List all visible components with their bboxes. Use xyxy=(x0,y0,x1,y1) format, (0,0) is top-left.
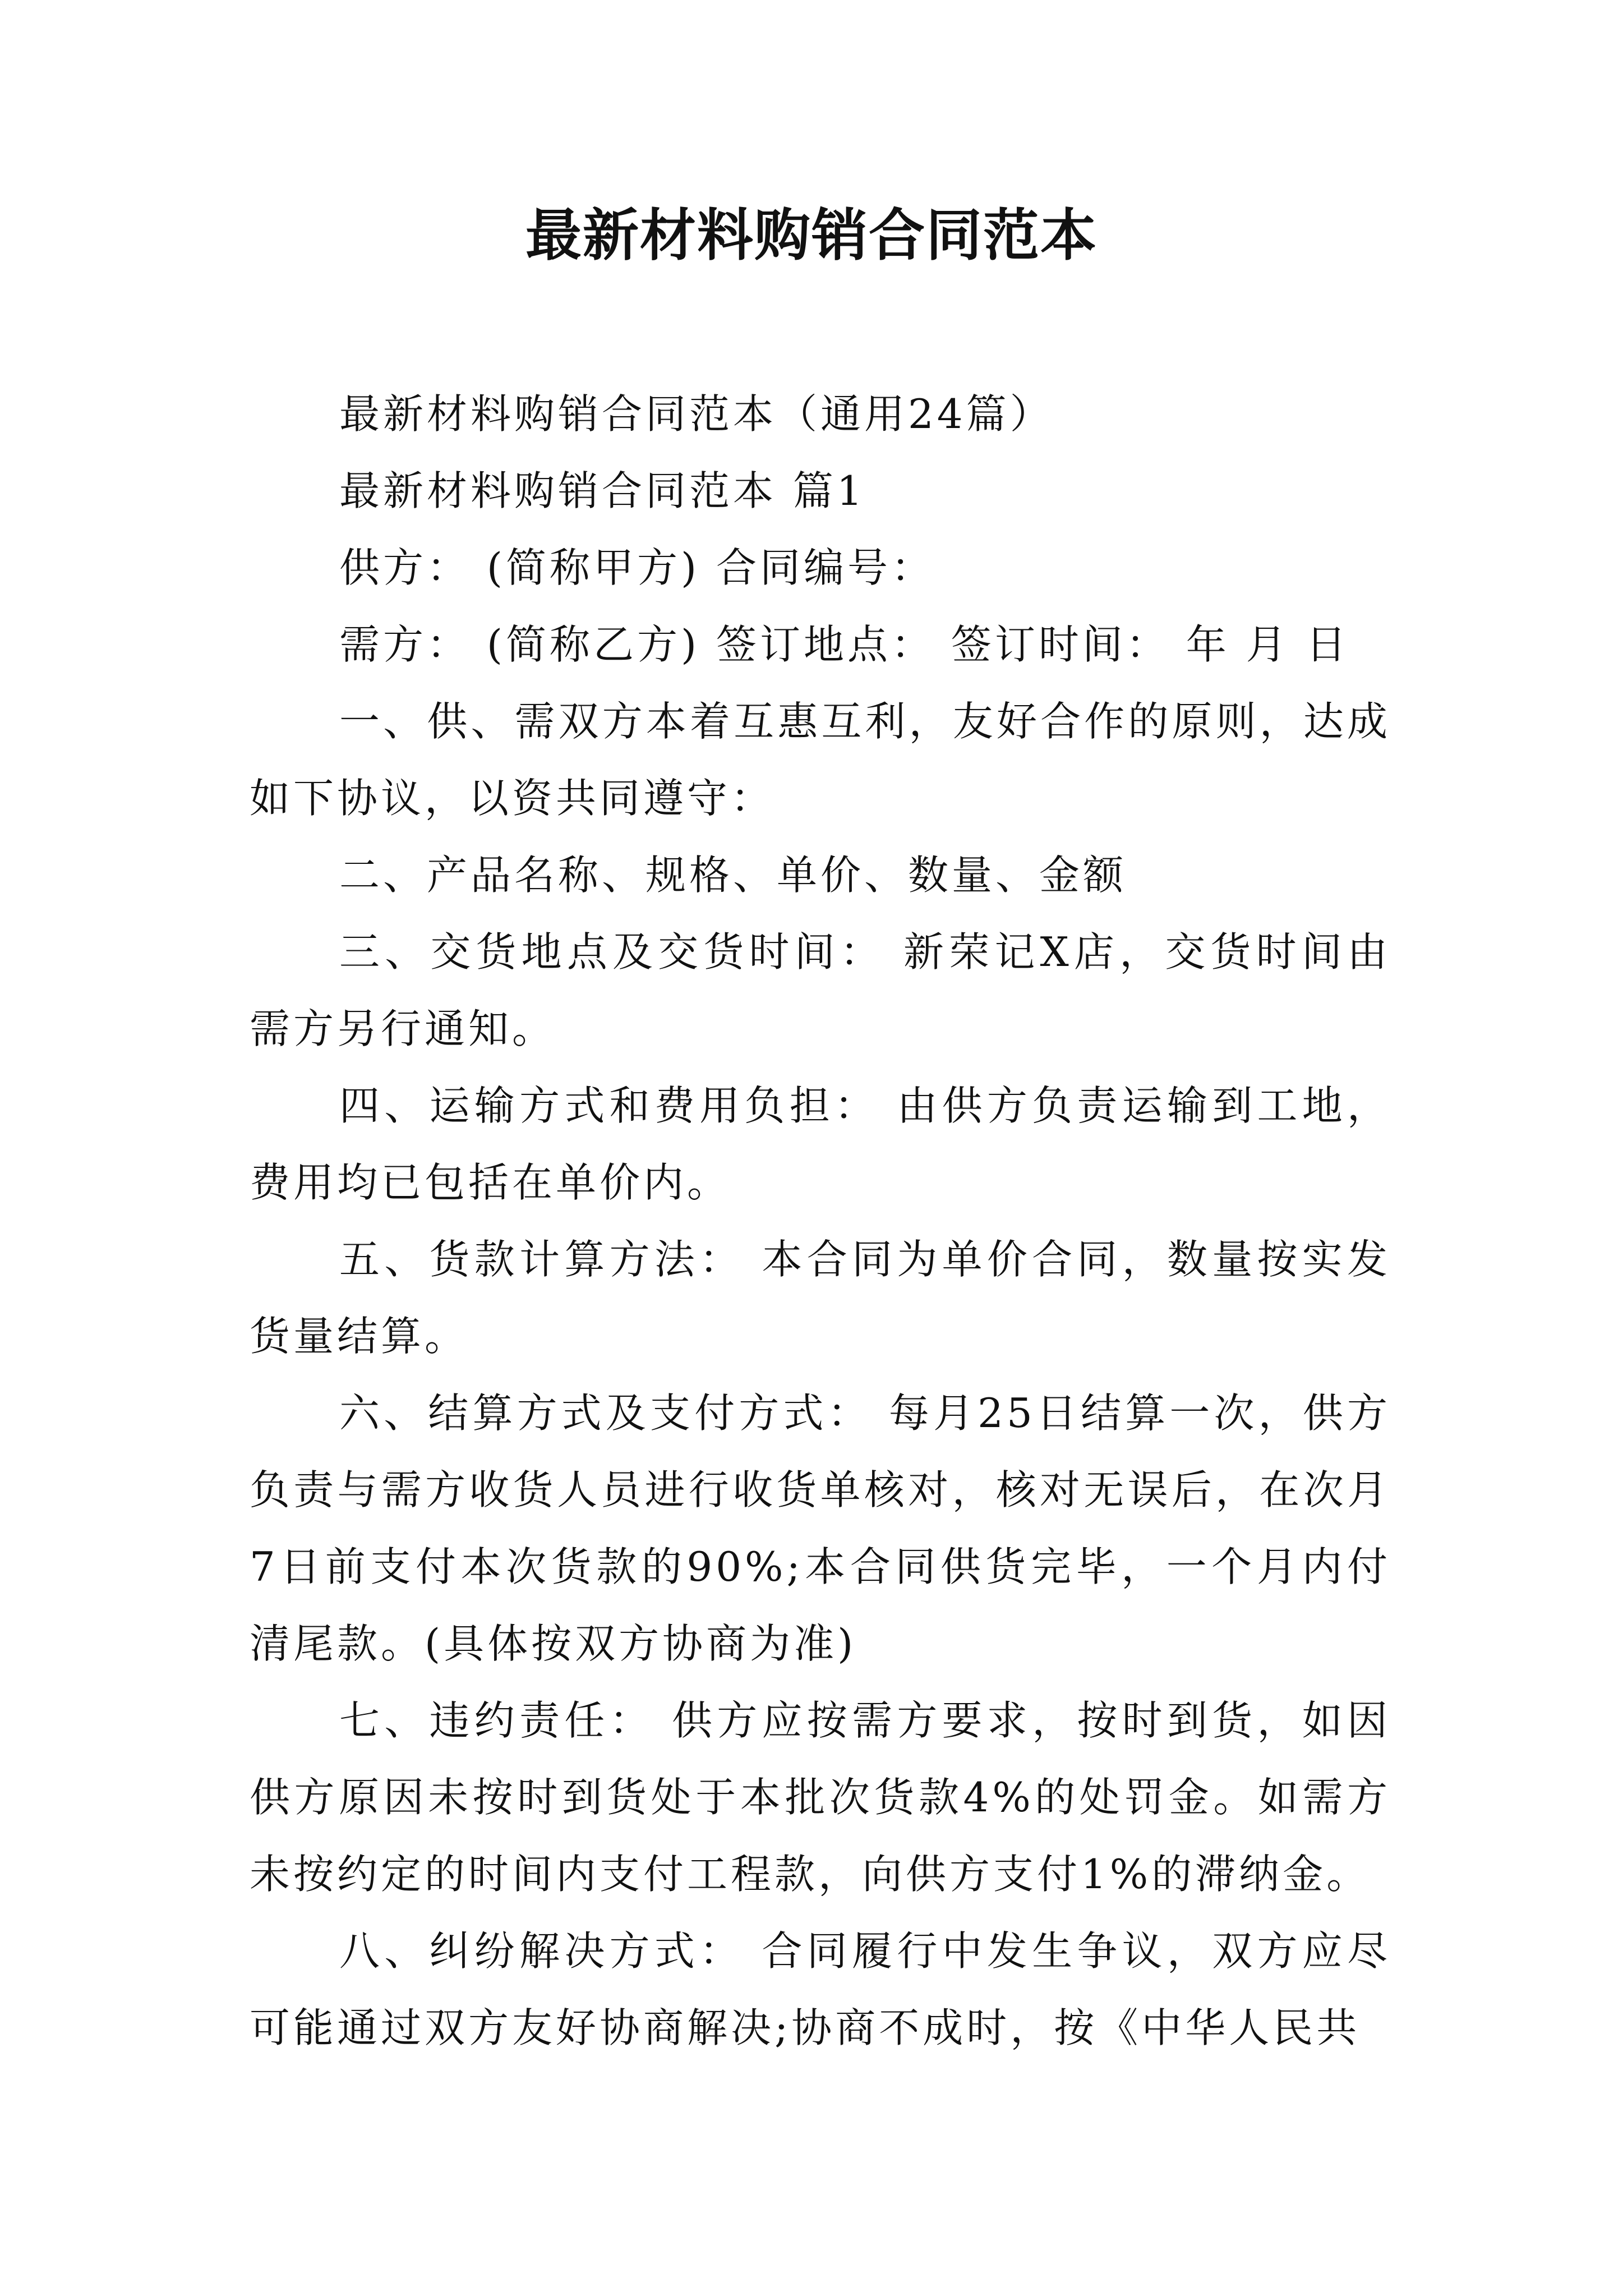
paragraph-clause-7: 七、违约责任： 供方应按需方要求，按时到货，如因供方原因未按时到货处于本批次货款4%的处罚金。如需方未按约定的时间内支付工程款，向供方支付1%的滞纳金。 xyxy=(250,1697,1391,1898)
paragraph-buyer: 需方： (简称乙方) 签订地点： 签订时间： 年 月 日 xyxy=(339,621,1350,668)
paragraph-supplier: 供方： (简称甲方) 合同编号： xyxy=(339,544,935,591)
paragraph-clause-1: 一、供、需双方本着互惠互利，友好合作的原则，达成如下协议，以资共同遵守： xyxy=(250,698,1391,822)
paragraph-clause-4: 四、运输方式和费用负担： 由供方负责运输到工地，费用均已包括在单价内。 xyxy=(250,1082,1391,1206)
paragraph-clause-2: 二、产品名称、规格、单价、数量、金额 xyxy=(339,852,1127,899)
paragraph-clause-8: 八、纠纷解决方式： 合同履行中发生争议，双方应尽可能通过双方友好协商解决;协商不成时，按《中华人民共 xyxy=(250,1927,1391,2051)
document-title: 最新材料购销合同范本 xyxy=(525,203,1098,268)
paragraph-clause-6: 六、结算方式及支付方式： 每月25日结算一次，供方负责与需方收货人员进行收货单核对，核对无误后，在次月7日前支付本次货款的90%;本合同供货完毕，一个月内付清尾款。(具体按双方协商为准) xyxy=(250,1389,1391,1667)
paragraph-clause-5: 五、货款计算方法： 本合同为单价合同，数量按实发货量结算。 xyxy=(250,1236,1391,1360)
paragraph-clause-3: 三、交货地点及交货时间： 新荣记X店，交货时间由需方另行通知。 xyxy=(250,928,1391,1052)
paragraph-subtitle: 最新材料购销合同范本（通用24篇） xyxy=(339,390,1054,438)
paragraph-section-heading: 最新材料购销合同范本 篇1 xyxy=(339,467,866,514)
document-body xyxy=(250,376,1391,2067)
